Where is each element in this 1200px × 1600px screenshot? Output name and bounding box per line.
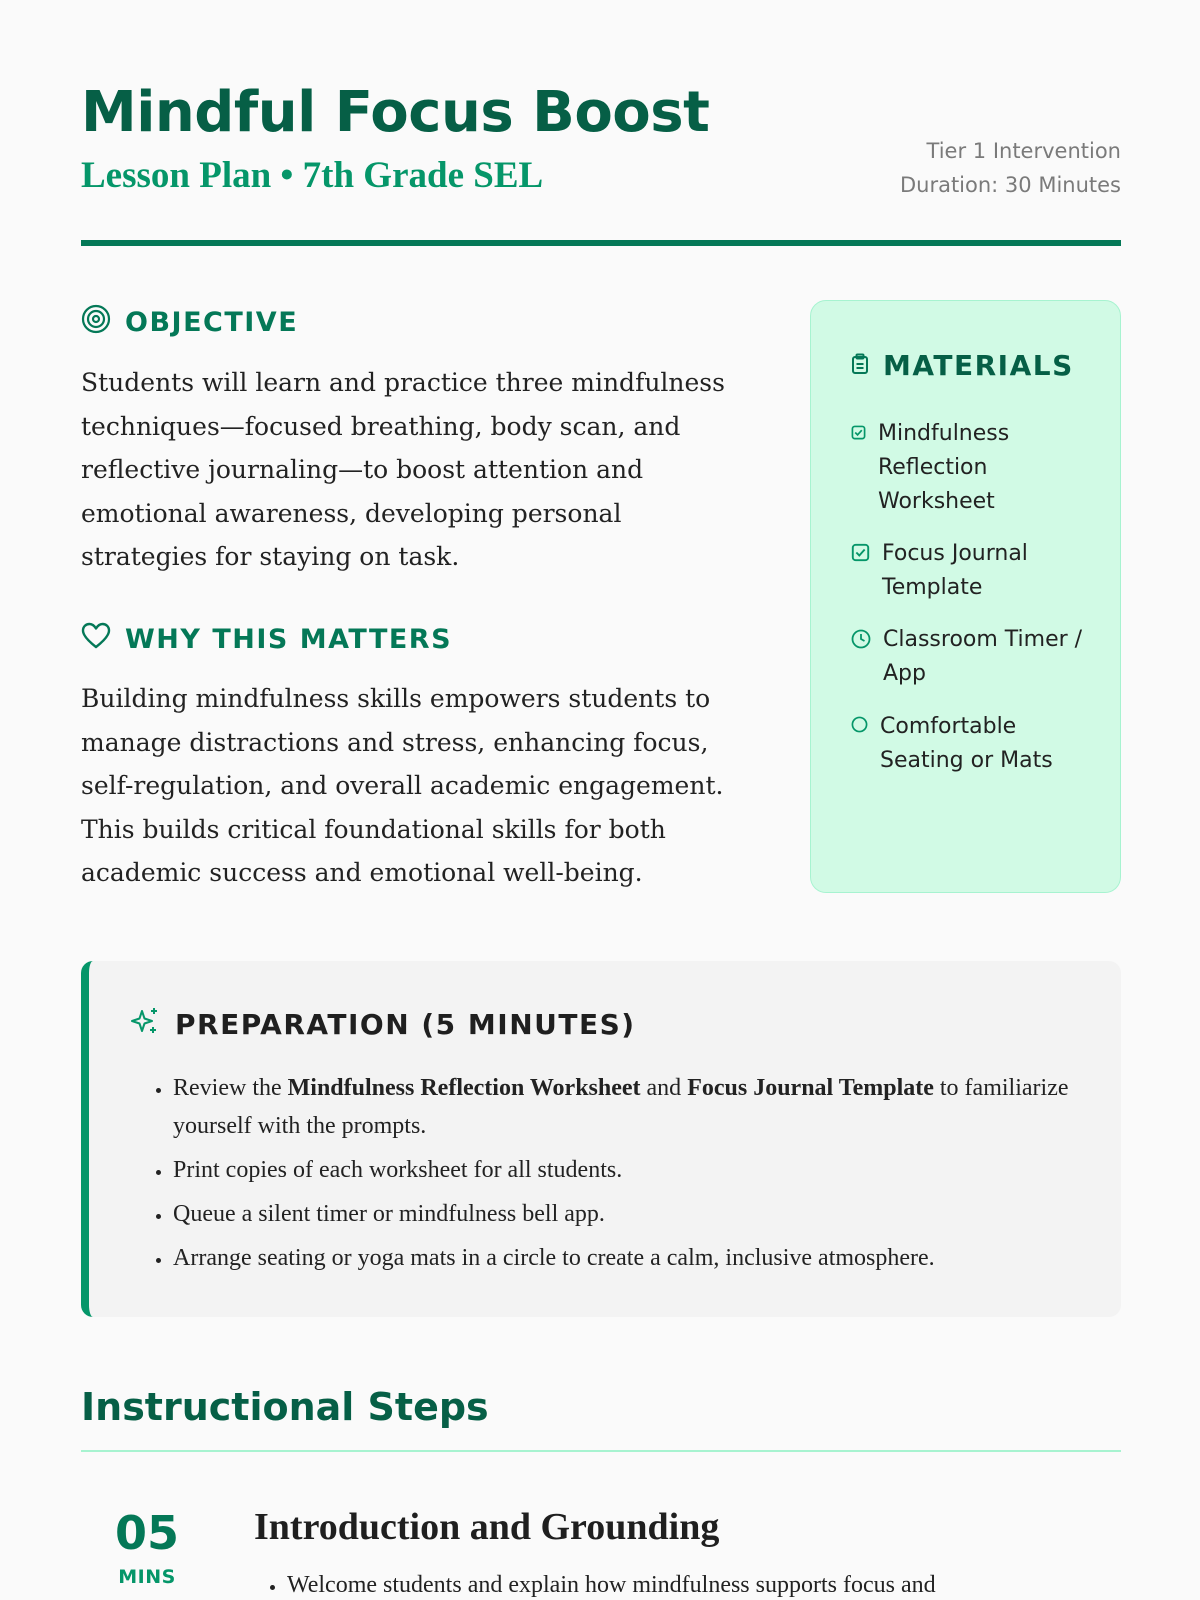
materials-card <box>810 300 1121 893</box>
sparkles-icon <box>129 1005 175 1044</box>
clipboard-icon <box>851 349 883 382</box>
list-item: • Print copies of each worksheet for all students. <box>173 1151 1093 1189</box>
list-item: • Arrange seating or yoga mats in a circle to create a calm, inclusive atmosphere. <box>173 1239 1093 1277</box>
objective-heading: OBJECTIVE <box>81 304 298 341</box>
material-item: Classroom Timer / App <box>851 623 1083 691</box>
preparation-list <box>173 1069 1093 1283</box>
step-minutes: 05 <box>115 1506 180 1560</box>
heart-icon <box>81 621 125 658</box>
lesson-plan-page <box>81 0 1121 1600</box>
materials-heading: MATERIALS <box>851 349 1074 382</box>
step-minutes-unit: MINS <box>118 1566 176 1588</box>
tier-label: Tier 1 Intervention <box>926 139 1121 163</box>
steps-heading: Instructional Steps <box>81 1385 489 1429</box>
page-title: Mindful Focus Boost <box>81 80 710 145</box>
preparation-box <box>81 961 1121 1317</box>
list-item: • Welcome students and explain how mindfulness supports focus and <box>287 1566 1127 1600</box>
material-item: Focus Journal Template <box>851 537 1072 605</box>
circle-icon <box>851 710 880 744</box>
lesson-meta <box>900 134 1121 202</box>
objective-text: Students will learn and practice three mindfulness techniques—focused breathing, body scan, and reflective journaling—to boost attention and emotional awareness, developing personal strategies for staying on task. <box>81 368 725 571</box>
steps-divider <box>81 1450 1121 1452</box>
checkbox-icon <box>851 417 878 451</box>
list-item: • Queue a silent timer or mindfulness bell app. <box>173 1195 1093 1233</box>
step-title: Introduction and Grounding <box>254 1506 720 1548</box>
page-subtitle: Lesson Plan • 7th Grade SEL <box>81 155 544 196</box>
header-divider <box>81 240 1121 246</box>
material-item: Mindfulness Reflection Worksheet <box>851 417 1028 519</box>
target-icon <box>81 304 125 341</box>
duration-label: Duration: 30 Minutes <box>899 173 1121 197</box>
material-item: Comfortable Seating or Mats <box>851 710 1080 778</box>
list-item: • Review the Mindfulness Reflection Worksheet and Focus Journal Template to familiarize yourself with the prompts. <box>173 1069 1093 1145</box>
why-heading: WHY THIS MATTERS <box>81 621 452 658</box>
preparation-heading: PREPARATION (5 MINUTES) <box>129 1005 636 1044</box>
step-bullets <box>287 1566 1127 1600</box>
clock-icon <box>851 623 883 660</box>
why-text: Building mindfulness skills empowers students to manage distractions and stress, enhancing focus, self-regulation, and overall academic engagement. This builds critical foundational skills for both academic success and emotional well-being. <box>81 684 724 887</box>
checkbox-icon <box>851 537 882 573</box>
